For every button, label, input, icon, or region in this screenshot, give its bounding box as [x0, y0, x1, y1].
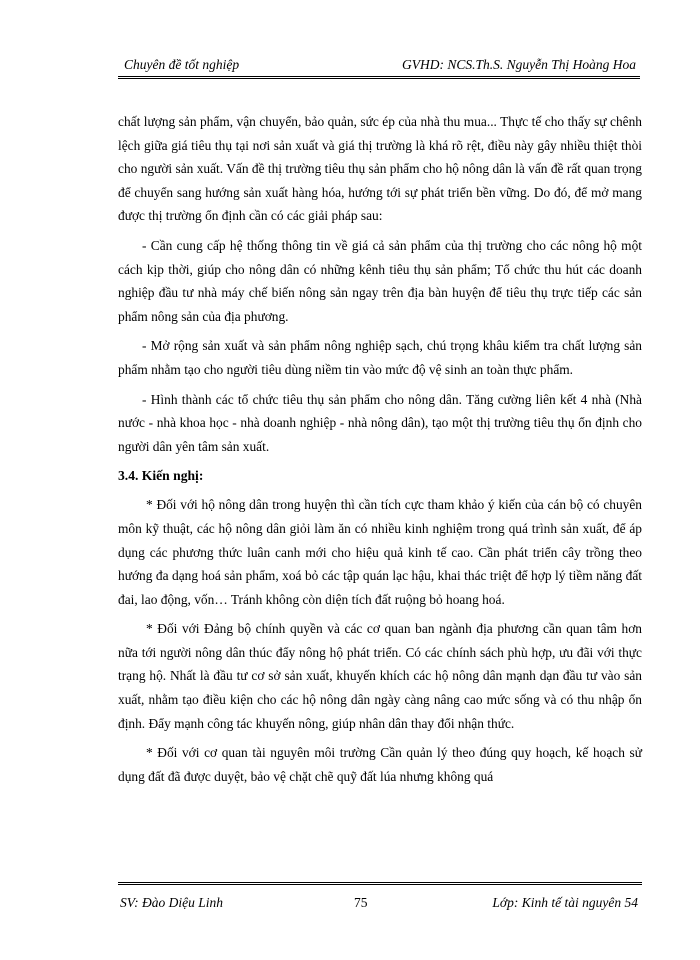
- recommendation-3: * Đối với cơ quan tài nguyên môi trường Cần quản lý theo đúng quy hoạch, kế hoạch sử dụng đất đã được duyệt, bảo vệ chặt chẽ quỹ đất lúa nhưng không quá: [118, 745, 642, 784]
- section-heading: 3.4. Kiến nghị:: [118, 468, 204, 484]
- bullet-item-1: - Cần cung cấp hệ thống thông tin về giá cả sản phẩm của thị trường cho các nông hộ một cách kịp thời, giúp cho nông dân có những kênh tiêu thụ sản phẩm; Tổ chức thu hút các doanh nghiệp đầu tư nhà máy chế biến nông sản ngay trên địa bàn huyện để tiêu thụ trực tiếp các sản phẩm nông sản của địa phương.: [118, 237, 642, 324]
- page-body: [118, 110, 642, 794]
- recommendation-1: * Đối với hộ nông dân trong huyện thì cần tích cực tham khảo ý kiến của cán bộ có chuyên môn kỹ thuật, các hộ nông dân giỏi làm ăn có nhiều kinh nghiệm trong quá trình sản xuất, để áp dụng các phương thức luân canh mới cho hiệu quả kinh tế cao. Cần phát triển cây trồng theo hướng đa dạng hoá sản phẩm, xoá bỏ các tập quán lạc hậu, khai thác triệt để hợp lý tiềm năng đất đai, lao động, vốn… Tránh không còn diện tích đất ruộng bỏ hoang hoá.: [118, 497, 642, 607]
- header-left: Chuyên đề tốt nghiệp: [124, 57, 240, 72]
- footer-class: Lớp: Kinh tế tài nguyên 54: [492, 895, 638, 910]
- page-number: 75: [354, 895, 368, 910]
- paragraph-intro: chất lượng sản phẩm, vận chuyển, bảo quản, sức ép của nhà thu mua... Thực tế cho thấy sự chênh lệch giữa giá tiêu thụ tại nơi sản xuất và giá thị trường là khá rõ rệt, điều này gây nhiều thiệt thòi cho người sản xuất. Vấn đề thị trường tiêu thụ sản phẩm cho hộ nông dân là vấn đề rất quan trọng để chuyển sang hướng sản xuất hàng hóa, hướng tới sự phát triển bền vững. Do đó, để mở mang được thị trường ổn định cần có các giải pháp sau:: [118, 114, 642, 224]
- bullet-item-3: - Hình thành các tổ chức tiêu thụ sản phẩm cho nông dân. Tăng cường liên kết 4 nhà (Nhà nước - nhà khoa học - nhà doanh nghiệp - nhà nông dân), tạo một thị trường tiêu thụ ổn định cho người dân yên tâm sản xuất.: [118, 391, 642, 454]
- header-right: GVHD: NCS.Th.S. Nguyễn Thị Hoàng Hoa: [401, 57, 636, 72]
- recommendation-2: * Đối với Đảng bộ chính quyền và các cơ quan ban ngành địa phương cần quan tâm hơn nữa tới người nông dân thúc đẩy nông hộ phát triển. Có các chính sách phù hợp, ưu đãi với thực trạng hộ. Nhất là đầu tư cơ sở sản xuất, khuyến khích các hộ nông dân mạnh dạn đầu tư vào sản xuất, nhằm tạo điều kiện cho các hộ nông dân ngày càng nâng cao mức sống và có thu nhập ổn định. Đẩy mạnh công tác khuyến nông, giúp nhân dân thay đổi nhận thức.: [118, 621, 642, 731]
- footer-student: SV: Đào Diệu Linh: [120, 895, 223, 910]
- page-header: [118, 54, 640, 79]
- page-footer: [118, 882, 642, 915]
- bullet-item-2: - Mở rộng sản xuất và sản phẩm nông nghiệp sạch, chú trọng khâu kiểm tra chất lượng sản phẩm nhằm tạo cho người tiêu dùng niềm tin vào mức độ vệ sinh an toàn thực phẩm.: [118, 338, 642, 377]
